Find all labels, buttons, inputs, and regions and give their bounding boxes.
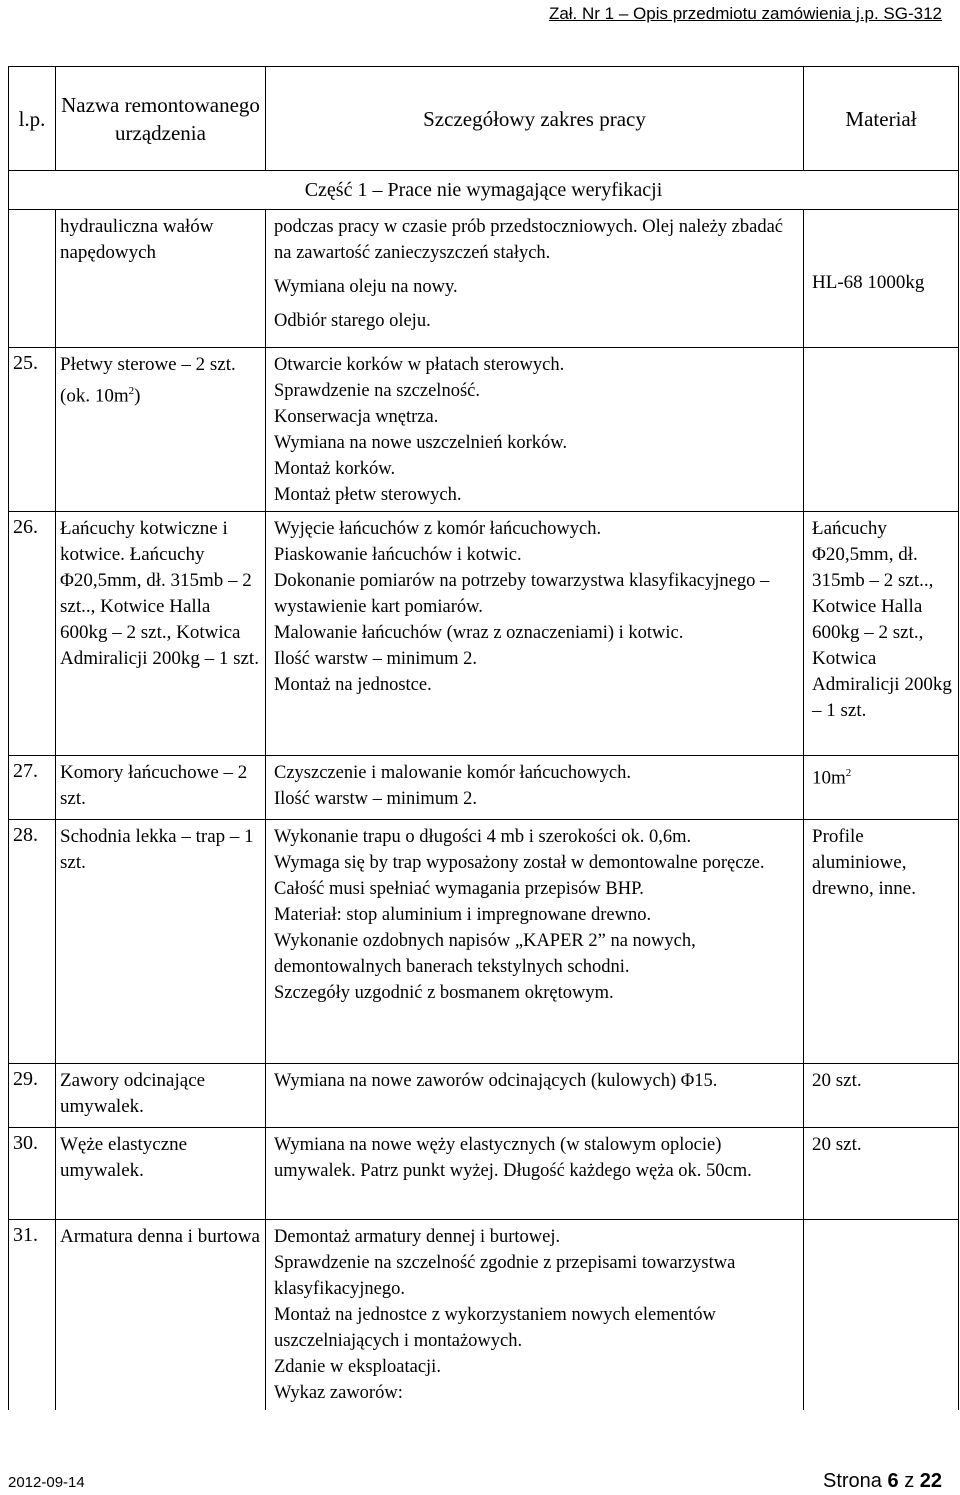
row-number: 30. (9, 1128, 56, 1220)
device-name: Armatura denna i burtowa (56, 1220, 266, 1410)
row-number: 28. (9, 820, 56, 1064)
scope-line: Wymaga się by trap wyposażony został w demontowalne poręcze. Całość musi spełniać wymagania przepisów BHP. (274, 853, 770, 899)
scope-line: Wykonanie ozdobnych napisów „KAPER 2” na nowych, demontowalnych banerach tekstylnych schodni. (274, 931, 701, 977)
col-header-name: Nazwa remontowanego urządzenia (56, 67, 266, 171)
device-name: Schodnia lekka – trap – 1 szt. (56, 820, 266, 1064)
work-scope (266, 1220, 804, 1410)
device-name: Komory łańcuchowe – 2 szt. (56, 756, 266, 820)
scope-line: Wykaz zaworów: (274, 1383, 403, 1403)
scope-line: Zdanie w eksploatacji. (274, 1357, 441, 1377)
scope-line: Dokonanie pomiarów na potrzeby towarzystwa klasyfikacyjnego – wystawienie kart pomiarów. (274, 571, 774, 617)
scope-line: Wyjęcie łańcuchów z komór łańcuchowych. (274, 519, 602, 539)
material: Łańcuchy Φ20,5mm, dł. 315mb – 2 szt.., Kotwice Halla 600kg – 2 szt., Kotwica Admiralicji 200kg – 1 szt. (804, 512, 959, 756)
scope-line: Wykonanie trapu o długości 4 mb i szerokości ok. 0,6m. (274, 827, 692, 847)
scope-line: Wymiana na nowe uszczelnień korków. (274, 433, 568, 453)
scope-line: Odbiór starego oleju. (274, 311, 431, 331)
col-header-lp: l.p. (9, 67, 56, 171)
material: 20 szt. (804, 1128, 959, 1220)
device-name: hydrauliczna wałów napędowych (56, 210, 266, 348)
scope-line: Montaż korków. (274, 459, 396, 479)
work-scope (266, 820, 804, 1064)
scope-line: Demontaż armatury dennej i burtowej. (274, 1227, 561, 1247)
row-number (9, 210, 56, 348)
page-label: Strona (823, 1470, 882, 1492)
scope-line: Sprawdzenie na szczelność. (274, 381, 480, 401)
material (804, 348, 959, 512)
material: $10m^2$ (804, 756, 959, 820)
work-scope (266, 348, 804, 512)
work-scope (266, 512, 804, 756)
scope-line: Montaż płetw sterowych. (274, 485, 462, 505)
work-scope (266, 756, 804, 820)
part-title: Część 1 – Prace nie wymagające weryfikacji (9, 171, 959, 210)
scope-line: podczas pracy w czasie prób przedstoczniowych. Olej należy zbadać na zawartość zanieczyszczeń stałych. (274, 217, 788, 263)
page-of-label: z (904, 1470, 915, 1492)
row-number: 31. (9, 1220, 56, 1410)
material: HL-68 1000kg (804, 210, 959, 348)
material (804, 1220, 959, 1410)
device-name: Łańcuchy kotwiczne i kotwice. Łańcuchy Φ20,5mm, dł. 315mb – 2 szt.., Kotwice Halla 600kg – 2 szt., Kotwica Admiralicji 200kg – 1 szt. (56, 512, 266, 756)
scope-line: Montaż na jednostce z wykorzystaniem nowych elementów uszczelniających i montażowych. (274, 1305, 721, 1351)
row-number: 26. (9, 512, 56, 756)
col-header-material: Materiał (804, 67, 959, 171)
total-pages: 22 (919, 1470, 942, 1492)
scope-line: Otwarcie korków w płatach sterowych. (274, 355, 565, 375)
device-name: Płetwy sterowe – 2 szt. (ok. $10m^2$) (56, 348, 266, 512)
scope-line: Ilość warstw – minimum 2. (274, 649, 477, 669)
material: Profile aluminiowe, drewno, inne. (804, 820, 959, 1064)
scope-line: Montaż na jednostce. (274, 675, 432, 695)
material: 20 szt. (804, 1064, 959, 1128)
scope-line: Ilość warstw – minimum 2. (274, 789, 477, 809)
scope-line: Szczegóły uzgodnić z bosmanem okrętowym. (274, 983, 614, 1003)
document-header: Zał. Nr 1 – Opis przedmiotu zamówienia j.p. SG-312 (548, 4, 942, 23)
scope-line: Materiał: stop aluminium i impregnowane drewno. (274, 905, 652, 925)
scope-line: Malowanie łańcuchów (wraz z oznaczeniami) i kotwic. (274, 623, 684, 643)
work-scope (266, 210, 804, 348)
device-name: Węże elastyczne umywalek. (56, 1128, 266, 1220)
scope-line: Czyszczenie i malowanie komór łańcuchowych. (274, 763, 632, 783)
scope-line: Piaskowanie łańcuchów i kotwic. (274, 545, 522, 565)
work-scope: Wymiana na nowe węży elastycznych (w stalowym oplocie) umywalek. Patrz punkt wyżej. Długość każdego węża ok. 50cm. (266, 1128, 804, 1220)
row-number: 29. (9, 1064, 56, 1128)
footer-page-number (823, 1470, 942, 1493)
footer-date: 2012-09-14 (8, 1474, 85, 1491)
work-scope: Wymiana na nowe zaworów odcinających (kulowych) Φ15. (266, 1064, 804, 1128)
scope-line: Sprawdzenie na szczelność zgodnie z przepisami towarzystwa klasyfikacyjnego. (274, 1253, 740, 1299)
row-number: 27. (9, 756, 56, 820)
row-number: 25. (9, 348, 56, 512)
work-scope-table (8, 66, 959, 1410)
current-page: 6 (887, 1470, 899, 1492)
scope-line: Konserwacja wnętrza. (274, 407, 439, 427)
scope-line: Wymiana oleju na nowy. (274, 277, 458, 297)
col-header-scope: Szczegółowy zakres pracy (266, 67, 804, 171)
device-name: Zawory odcinające umywalek. (56, 1064, 266, 1128)
